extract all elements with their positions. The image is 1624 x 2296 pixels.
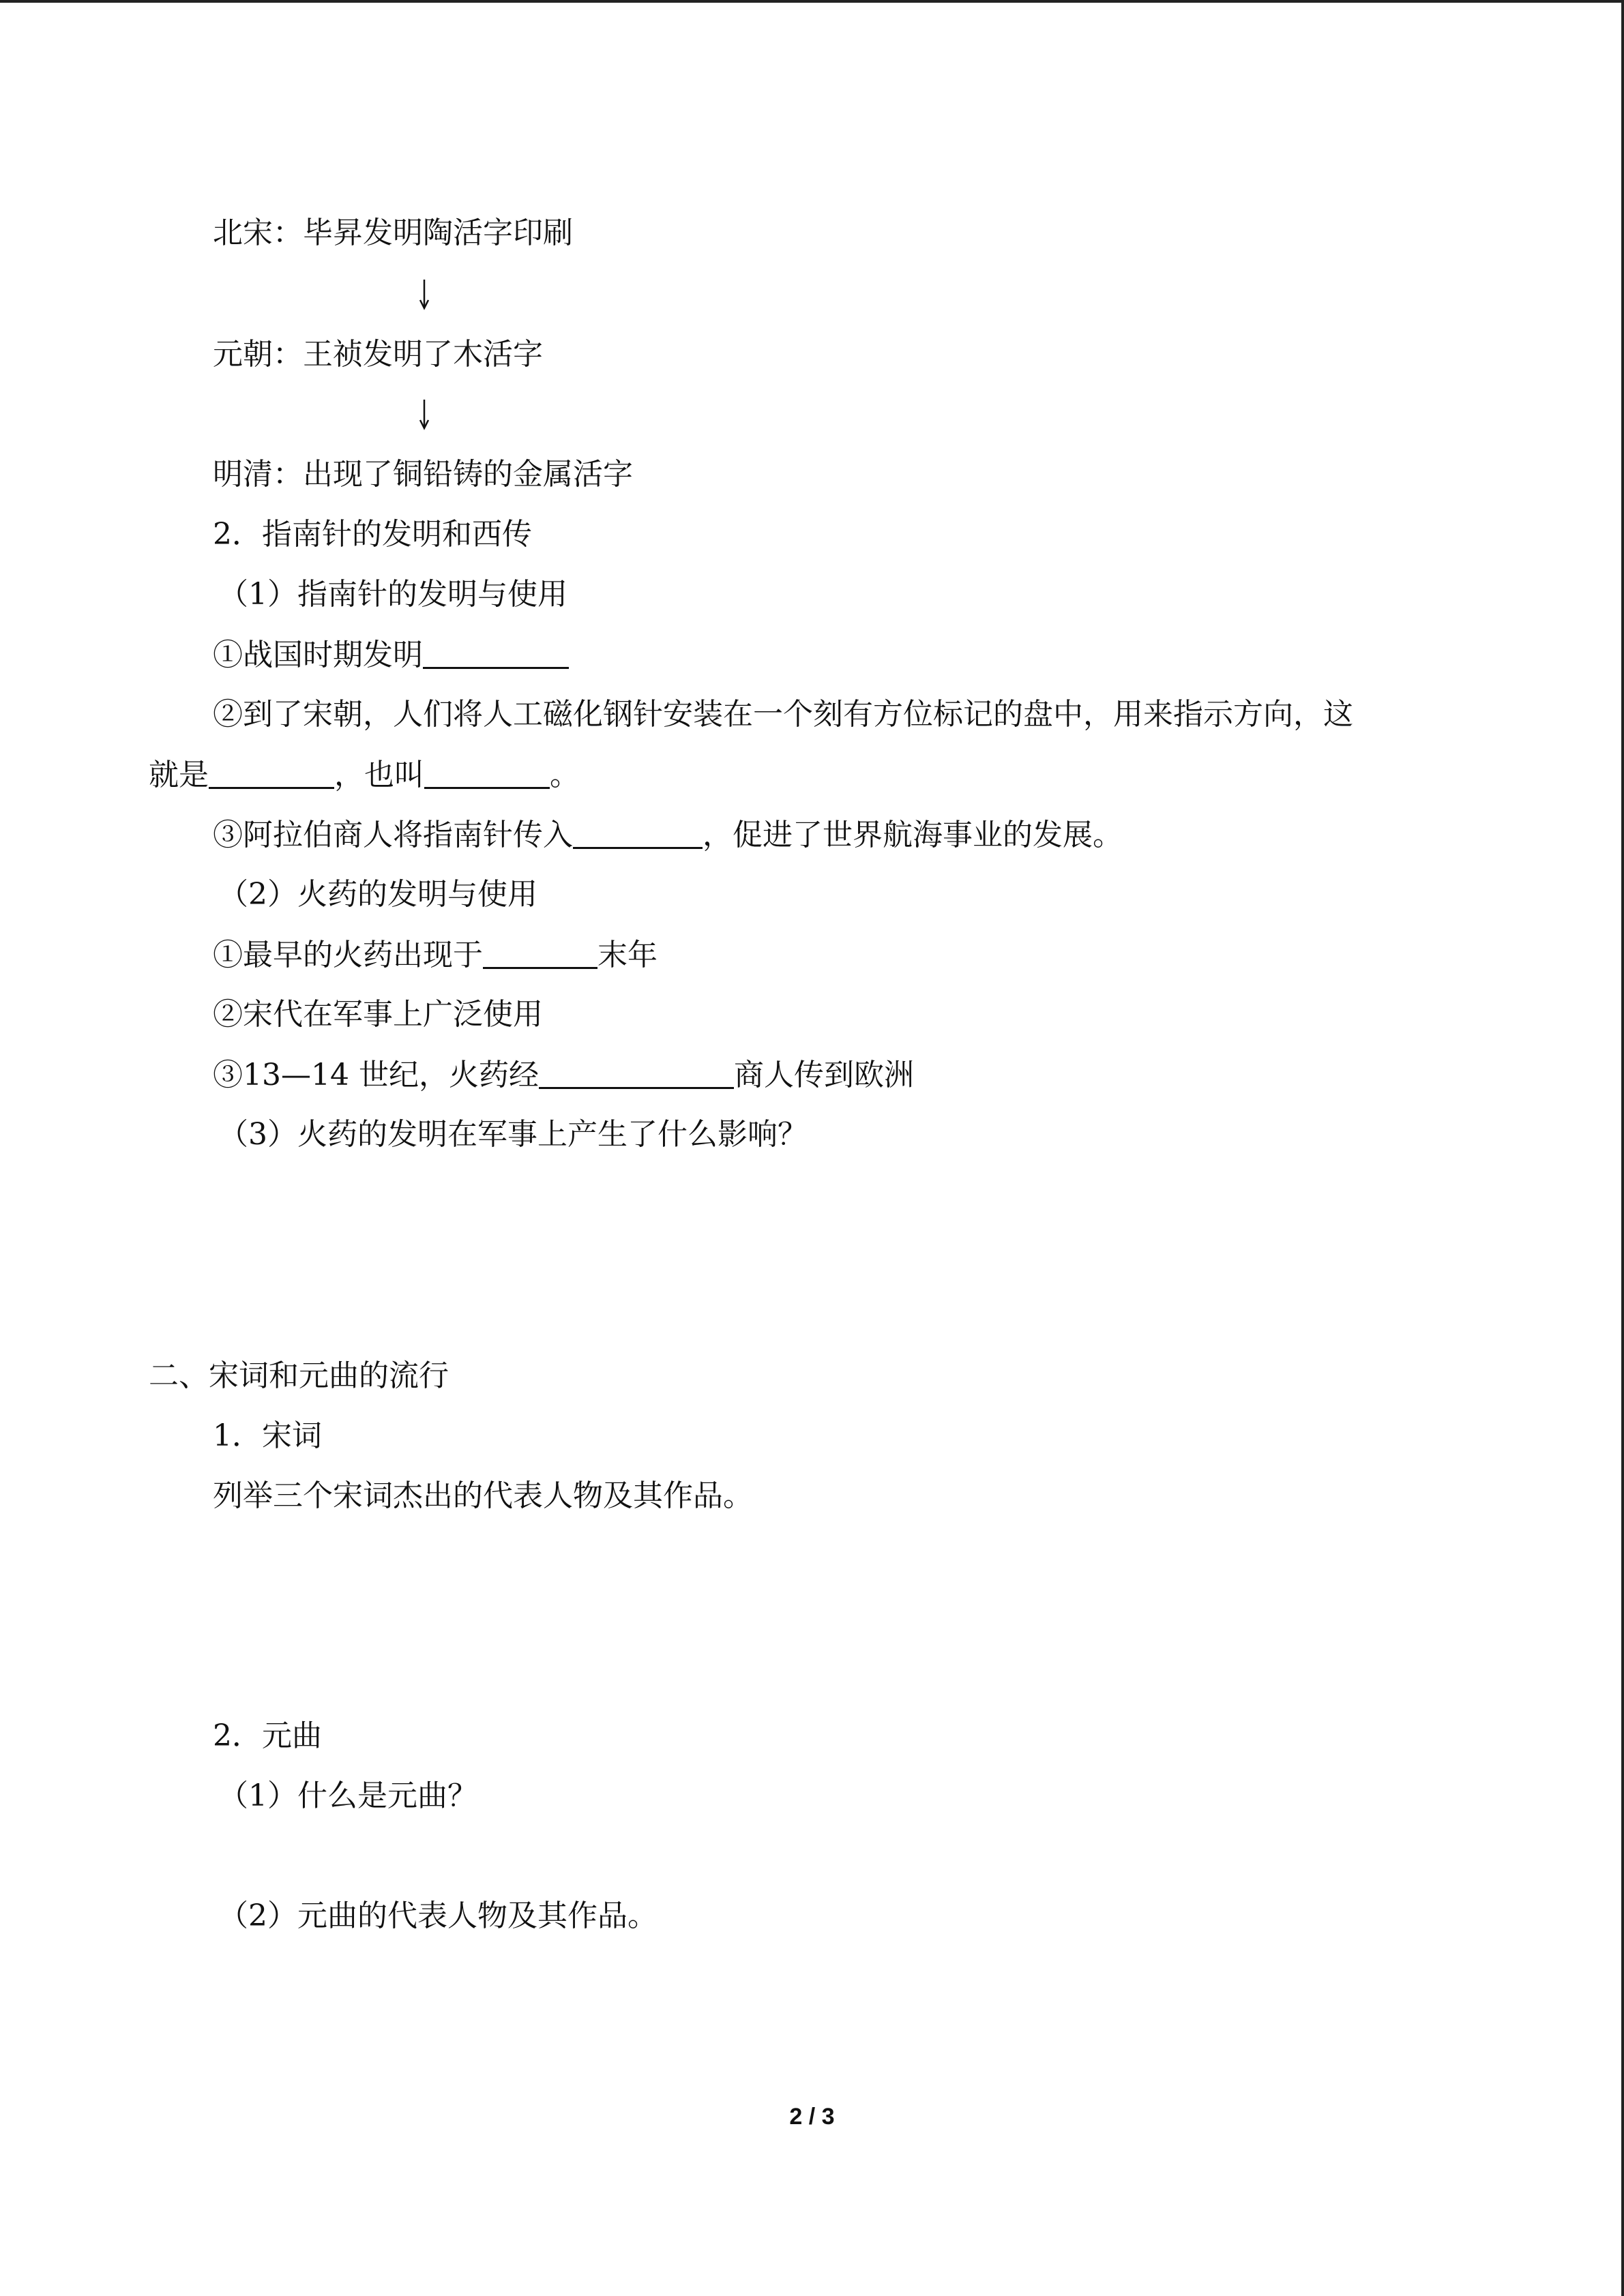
down-arrow-icon <box>417 398 431 431</box>
page-number: 2 / 3 <box>789 2104 835 2130</box>
print-chain-mingqing: 明清：出现了铜铅铸的金属活字 <box>213 457 633 492</box>
gunpowder-question-1-text-a: ①最早的火药出现于 <box>213 938 483 972</box>
answer-blank[interactable] <box>573 816 703 849</box>
compass-question-2-line2 <box>149 756 580 794</box>
gunpowder-subheading: （2）火药的发明与使用 <box>218 877 537 912</box>
yuan-qu-question-2: （2）元曲的代表人物及其作品。 <box>218 1898 658 1933</box>
page-right-border <box>1621 0 1624 2296</box>
gunpowder-question-1-text-b: 末年 <box>597 938 658 972</box>
compass-subheading: （1）指南针的发明与使用 <box>218 577 567 612</box>
answer-blank[interactable] <box>209 756 334 789</box>
compass-question-1-text: ①战国时期发明 <box>213 638 423 672</box>
compass-question-2-text-c: 。 <box>550 758 580 792</box>
yuan-qu-heading: 2．元曲 <box>213 1718 322 1753</box>
gunpowder-question-1 <box>213 936 658 974</box>
song-ci-task: 列举三个宋词杰出的代表人物及其作品。 <box>213 1478 753 1513</box>
gunpowder-question-3-text-b: 商人传到欧洲 <box>733 1058 914 1092</box>
gunpowder-question-3 <box>213 1056 914 1094</box>
answer-blank[interactable] <box>424 756 550 789</box>
compass-question-3-text-a: ③阿拉伯商人将指南针传入 <box>213 818 573 852</box>
section-heading: 二、宋词和元曲的流行 <box>149 1358 449 1393</box>
compass-question-1 <box>213 636 569 674</box>
yuan-qu-question-1: （1）什么是元曲？ <box>218 1778 477 1813</box>
compass-question-3 <box>213 816 1123 854</box>
answer-blank[interactable] <box>539 1056 734 1089</box>
compass-question-2-line1: ②到了宋朝，人们将人工磁化钢针安装在一个刻有方位标记的盘中，用来指示方向，这 <box>213 697 1353 732</box>
gunpowder-question-3-text-a: ③13—14 世纪，火药经 <box>213 1058 539 1092</box>
compass-question-3-text-b: ，促进了世界航海事业的发展。 <box>703 818 1123 852</box>
gunpowder-question-2: ②宋代在军事上广泛使用 <box>213 997 543 1032</box>
print-chain-song: 北宋：毕昇发明陶活字印刷 <box>213 215 573 250</box>
answer-blank[interactable] <box>423 636 569 669</box>
gunpowder-subheading-3: （3）火药的发明在军事上产生了什么影响？ <box>218 1117 808 1152</box>
answer-blank[interactable] <box>483 936 597 969</box>
song-ci-heading: 1．宋词 <box>213 1418 322 1453</box>
compass-question-2-text-a: 就是 <box>149 758 209 792</box>
compass-question-2-text-b: ，也叫 <box>334 758 424 792</box>
compass-heading: 2．指南针的发明和西传 <box>213 517 532 552</box>
down-arrow-icon <box>417 278 431 311</box>
page-top-border <box>0 0 1624 3</box>
print-chain-yuan: 元朝：王祯发明了木活字 <box>213 337 543 372</box>
